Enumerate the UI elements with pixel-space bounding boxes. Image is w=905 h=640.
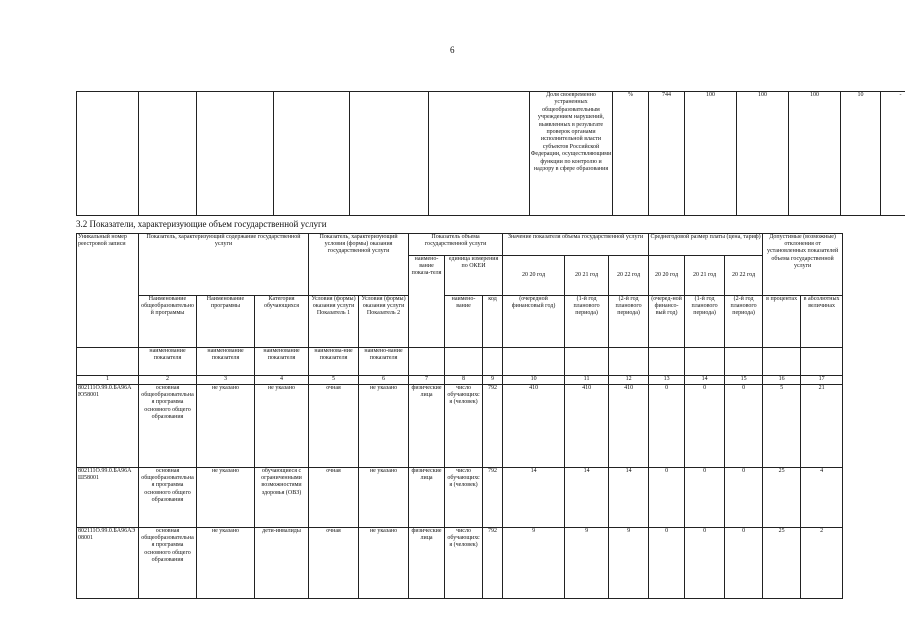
pay-next-header: (очеред-ной финансо-вый год) bbox=[649, 296, 685, 348]
cell-v2: 14 bbox=[565, 468, 609, 528]
cell-indicator: физические лица bbox=[409, 385, 445, 468]
cell-prog: не указано bbox=[197, 468, 255, 528]
cell-abs: 21 bbox=[801, 385, 843, 468]
pay-plan2-header: (2-й год планового периода) bbox=[725, 296, 763, 348]
cell-cond2: не указано bbox=[359, 528, 409, 599]
value-cell: 100 bbox=[685, 92, 737, 216]
pay-year-header: 20 22 год bbox=[725, 256, 763, 296]
cell-p2: 0 bbox=[685, 468, 725, 528]
data-rows bbox=[77, 385, 843, 599]
header-row-3 bbox=[77, 296, 843, 348]
cell-p1: 0 bbox=[649, 385, 685, 468]
cell-form: очная bbox=[309, 385, 359, 468]
unit-okei-header: единица измерения по ОКЕИ bbox=[445, 256, 503, 296]
indicator-name-header: наимено-вание показа-теля bbox=[409, 256, 445, 348]
unique-number-header: Уникальный номер реестровой записи bbox=[77, 234, 139, 348]
pay-year-header: 20 20 год bbox=[649, 256, 685, 296]
column-number: 17 bbox=[801, 376, 843, 385]
column-number: 6 bbox=[359, 376, 409, 385]
column-number: 11 bbox=[565, 376, 609, 385]
okei-cell: 744 bbox=[649, 92, 685, 216]
cell-v2: 9 bbox=[565, 528, 609, 599]
cell-p1: 0 bbox=[649, 468, 685, 528]
cell-pct: 5 bbox=[763, 385, 801, 468]
cell-v3: 410 bbox=[609, 385, 649, 468]
cell-abs: 2 bbox=[801, 528, 843, 599]
column-number: 14 bbox=[685, 376, 725, 385]
cell-program: основная общеобразовательная программа основного общего образования bbox=[139, 385, 197, 468]
continuation-row bbox=[77, 92, 905, 216]
cell-form: очная bbox=[309, 528, 359, 599]
programs-header: Наименование программы bbox=[197, 296, 255, 348]
cell-program: основная общеобразовательная программа основного общего образования bbox=[139, 468, 197, 528]
column-number: 4 bbox=[255, 376, 309, 385]
continuation-table bbox=[76, 91, 905, 216]
column-number: 10 bbox=[503, 376, 565, 385]
unit-name-header: наимено-вание bbox=[445, 296, 483, 348]
column-number: 1 bbox=[77, 376, 139, 385]
cell-v3: 9 bbox=[609, 528, 649, 599]
cell-unit: число обучающихся (человек) bbox=[445, 528, 483, 599]
cell-p2: 0 bbox=[685, 385, 725, 468]
indicator-name-label: наименование показателя bbox=[139, 348, 197, 376]
cell-category: дети-инвалиды bbox=[255, 528, 309, 599]
column-number-row bbox=[77, 376, 843, 385]
cell-v2: 410 bbox=[565, 385, 609, 468]
cell-v3: 14 bbox=[609, 468, 649, 528]
year-header: 20 22 год bbox=[609, 256, 649, 296]
header-row-1 bbox=[77, 234, 843, 256]
unit-cell: % bbox=[613, 92, 649, 216]
conditions-header: Показатель, характеризующий условия (формы) оказания государственной услуги bbox=[309, 234, 409, 296]
plan1-header: (1-й год планового периода) bbox=[565, 296, 609, 348]
cond1-header: Условия (формы) оказания услуги Показатель 1 bbox=[309, 296, 359, 348]
cell-unit: число обучающихся (человек) bbox=[445, 468, 483, 528]
content-header: Показатель, характеризующий содержание государственной услуги bbox=[139, 234, 309, 296]
volume-table bbox=[76, 233, 843, 599]
pay-plan1-header: (1-й год планового периода) bbox=[685, 296, 725, 348]
column-number: 15 bbox=[725, 376, 763, 385]
cell-code: 802111О.99.0.БА96АЭ08001 bbox=[77, 528, 139, 599]
cell-pct: 25 bbox=[763, 528, 801, 599]
table-row bbox=[77, 468, 843, 528]
column-number: 7 bbox=[409, 376, 445, 385]
column-number: 13 bbox=[649, 376, 685, 385]
column-number: 2 bbox=[139, 376, 197, 385]
indicator-name-label: наименование показателя bbox=[255, 348, 309, 376]
pay-year-header: 20 21 год bbox=[685, 256, 725, 296]
section-title: 3.2 Показатели, характеризующие объем государственной услуги bbox=[76, 219, 327, 229]
cell-cond2: не указано bbox=[359, 385, 409, 468]
cell-cond2: не указано bbox=[359, 468, 409, 528]
cell-pct: 25 bbox=[763, 468, 801, 528]
column-number: 3 bbox=[197, 376, 255, 385]
column-number: 16 bbox=[763, 376, 801, 385]
abs-cell: - bbox=[881, 92, 905, 216]
plan2-header: (2-й год планового периода) bbox=[609, 296, 649, 348]
cell-v1: 410 bbox=[503, 385, 565, 468]
year-header: 20 21 год bbox=[565, 256, 609, 296]
indicator-name-label: наименова-ние показателя bbox=[309, 348, 359, 376]
program-name-header: Наименование общеобразовательной программы bbox=[139, 296, 197, 348]
cell-p3: 0 bbox=[725, 385, 763, 468]
column-number: 12 bbox=[609, 376, 649, 385]
table-row bbox=[77, 528, 843, 599]
year-header: 20 20 год bbox=[503, 256, 565, 296]
cell-code_okei: 792 bbox=[483, 528, 503, 599]
header-row-4 bbox=[77, 348, 843, 376]
category-header: Категория обучающихся bbox=[255, 296, 309, 348]
cell-code_okei: 792 bbox=[483, 468, 503, 528]
cell-p3: 0 bbox=[725, 528, 763, 599]
next-year-header: (очередной финансовый год) bbox=[503, 296, 565, 348]
cell-code: 802111О.99.0.БА96АШ58001 bbox=[77, 468, 139, 528]
unit-code-header: код bbox=[483, 296, 503, 348]
cell-code: 802111О.99.0.БА96АЮ58001 bbox=[77, 385, 139, 468]
pct-cell: 10 bbox=[841, 92, 881, 216]
cell-prog: не указано bbox=[197, 528, 255, 599]
cell-p2: 0 bbox=[685, 528, 725, 599]
cell-category: обучающиеся с ограниченными возможностями здоровья (ОВЗ) bbox=[255, 468, 309, 528]
table-row bbox=[77, 385, 843, 468]
payment-header: Среднегодовой размер платы (цена, тариф) bbox=[649, 234, 763, 256]
indicator-cell: Доля своевременно устраненных общеобразовательным учреждением нарушений, выявленных в результате проверок органами исполнительной власти субъектов Российской Федерации, осуществляющими функции по контролю и надзору в сфере образования bbox=[530, 92, 613, 216]
cell-v1: 9 bbox=[503, 528, 565, 599]
cell-form: очная bbox=[309, 468, 359, 528]
column-number: 9 bbox=[483, 376, 503, 385]
cell-unit: число обучающихся (человек) bbox=[445, 385, 483, 468]
column-number: 8 bbox=[445, 376, 483, 385]
value-cell: 100 bbox=[737, 92, 789, 216]
cell-indicator: физические лица bbox=[409, 528, 445, 599]
indicator-name-label: наименование показателя bbox=[197, 348, 255, 376]
cell-abs: 4 bbox=[801, 468, 843, 528]
volume-values-header: Значение показателя объема государственной услуги bbox=[503, 234, 649, 256]
cell-p3: 0 bbox=[725, 468, 763, 528]
deviations-header: Допустимые (возможные) отклонения от установленных показателей объема государственной услуги bbox=[763, 234, 843, 296]
column-number: 5 bbox=[309, 376, 359, 385]
indicator-name-label: наимено-вание показателя bbox=[359, 348, 409, 376]
cell-program: основная общеобразовательная программа основного общего образования bbox=[139, 528, 197, 599]
page-number: 6 bbox=[450, 45, 455, 55]
cell-v1: 14 bbox=[503, 468, 565, 528]
volume-header: Показатель объема государственной услуги bbox=[409, 234, 503, 256]
value-cell: 100 bbox=[789, 92, 841, 216]
cell-category: не указано bbox=[255, 385, 309, 468]
cell-indicator: физические лица bbox=[409, 468, 445, 528]
cell-code_okei: 792 bbox=[483, 385, 503, 468]
cell-prog: не указано bbox=[197, 385, 255, 468]
cond2-header: Условия (формы) оказания услуги Показатель 2 bbox=[359, 296, 409, 348]
percent-header: в процентах bbox=[763, 296, 801, 348]
cell-p1: 0 bbox=[649, 528, 685, 599]
absolute-header: в абсолютных величинах bbox=[801, 296, 843, 348]
